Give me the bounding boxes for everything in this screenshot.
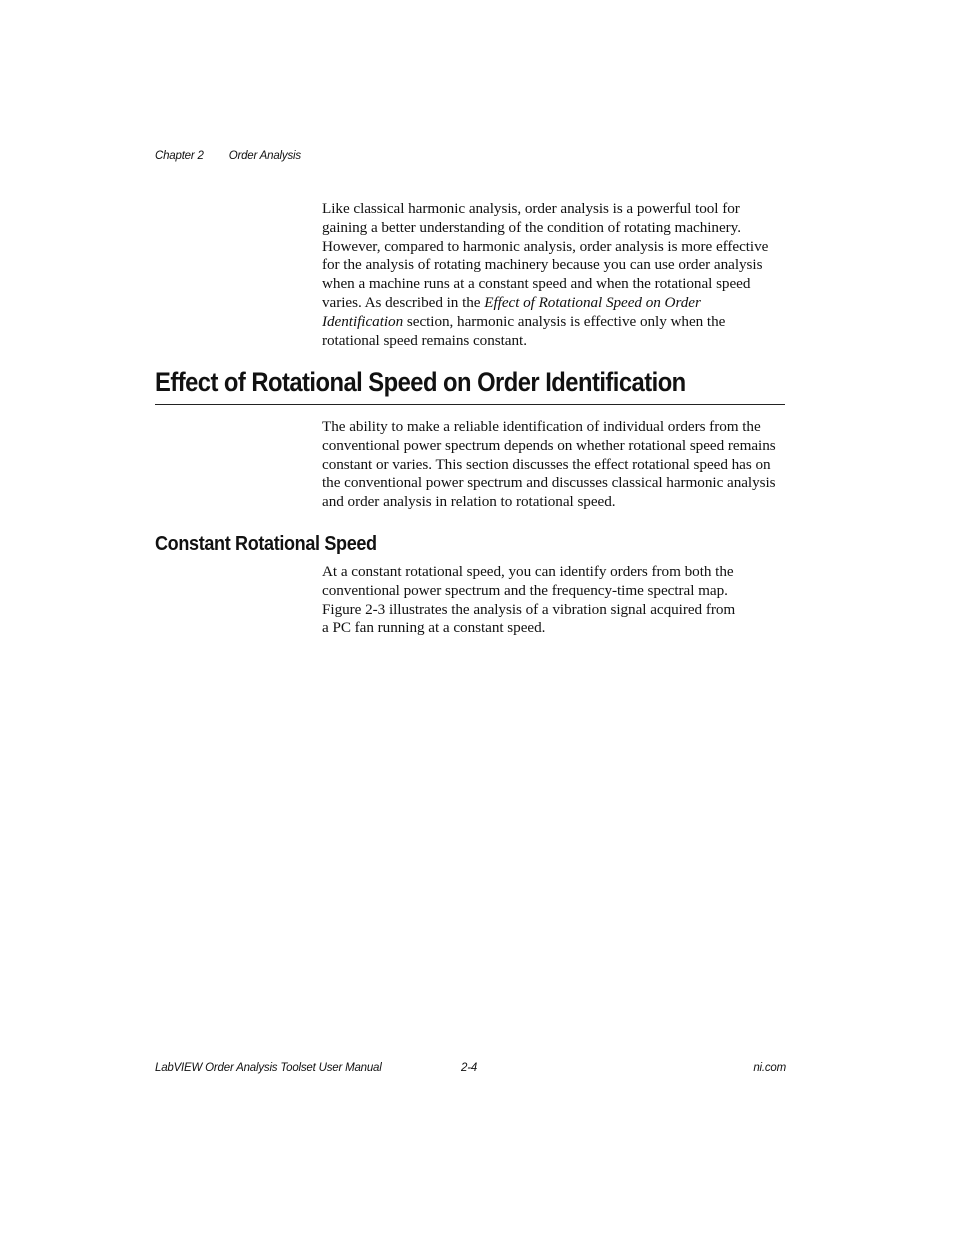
- text-line: constant or varies. This section discusses the effect rotational speed has on: [322, 455, 771, 473]
- text-line: Like classical harmonic analysis, order analysis is a powerful tool for: [322, 200, 740, 217]
- text-line: Figure 2-3 illustrates the analysis of a vibration signal acquired from: [322, 600, 736, 618]
- text-line: the conventional power spectrum and discusses classical harmonic analysis: [322, 474, 776, 492]
- text-line: for the analysis of rotating machinery because you can use order analysis: [322, 256, 763, 274]
- chapter-title: Order Analysis: [228, 150, 301, 162]
- cross-reference-part1: Effect of Rotational Speed on Order: [484, 293, 701, 311]
- chapter-number: Chapter 2: [155, 150, 204, 162]
- text-run: section, harmonic analysis is effective only when the: [403, 312, 726, 330]
- text-line: [322, 294, 792, 313]
- page-number: 2-4: [461, 1062, 478, 1074]
- text-run: varies. As described in the: [322, 293, 485, 311]
- manual-title: LabVIEW Order Analysis Toolset User Manual: [155, 1062, 382, 1074]
- text-line: However, compared to harmonic analysis, order analysis is more effective: [322, 237, 769, 255]
- site-link: ni.com: [753, 1062, 786, 1074]
- text-line: and order analysis in relation to rotational speed.: [322, 493, 616, 511]
- text-line: when a machine runs at a constant speed and when the rotational speed: [322, 275, 751, 293]
- text-line: The ability to make a reliable identification of individual orders from the: [322, 418, 761, 435]
- section1-paragraph: [322, 418, 792, 512]
- section-heading-effect-of-rotational-speed: Effect of Rotational Speed on Order Identification: [155, 367, 686, 397]
- text-line: [322, 313, 792, 332]
- text-line: gaining a better understanding of the condition of rotating machinery.: [322, 218, 741, 236]
- text-line: At a constant rotational speed, you can identify orders from both the: [322, 563, 734, 580]
- heading-rule: [155, 404, 785, 405]
- text-line: a PC fan running at a constant speed.: [322, 619, 546, 637]
- running-header: [155, 150, 301, 162]
- text-line: conventional power spectrum and the frequency-time spectral map.: [322, 581, 728, 599]
- section2-paragraph: [322, 563, 792, 638]
- subsection-heading-constant-rotational-speed: Constant Rotational Speed: [155, 532, 377, 555]
- intro-paragraph: [322, 200, 792, 350]
- text-line: conventional power spectrum depends on whether rotational speed remains: [322, 436, 776, 454]
- text-line: rotational speed remains constant.: [322, 331, 527, 349]
- cross-reference-part2: Identification: [322, 312, 404, 330]
